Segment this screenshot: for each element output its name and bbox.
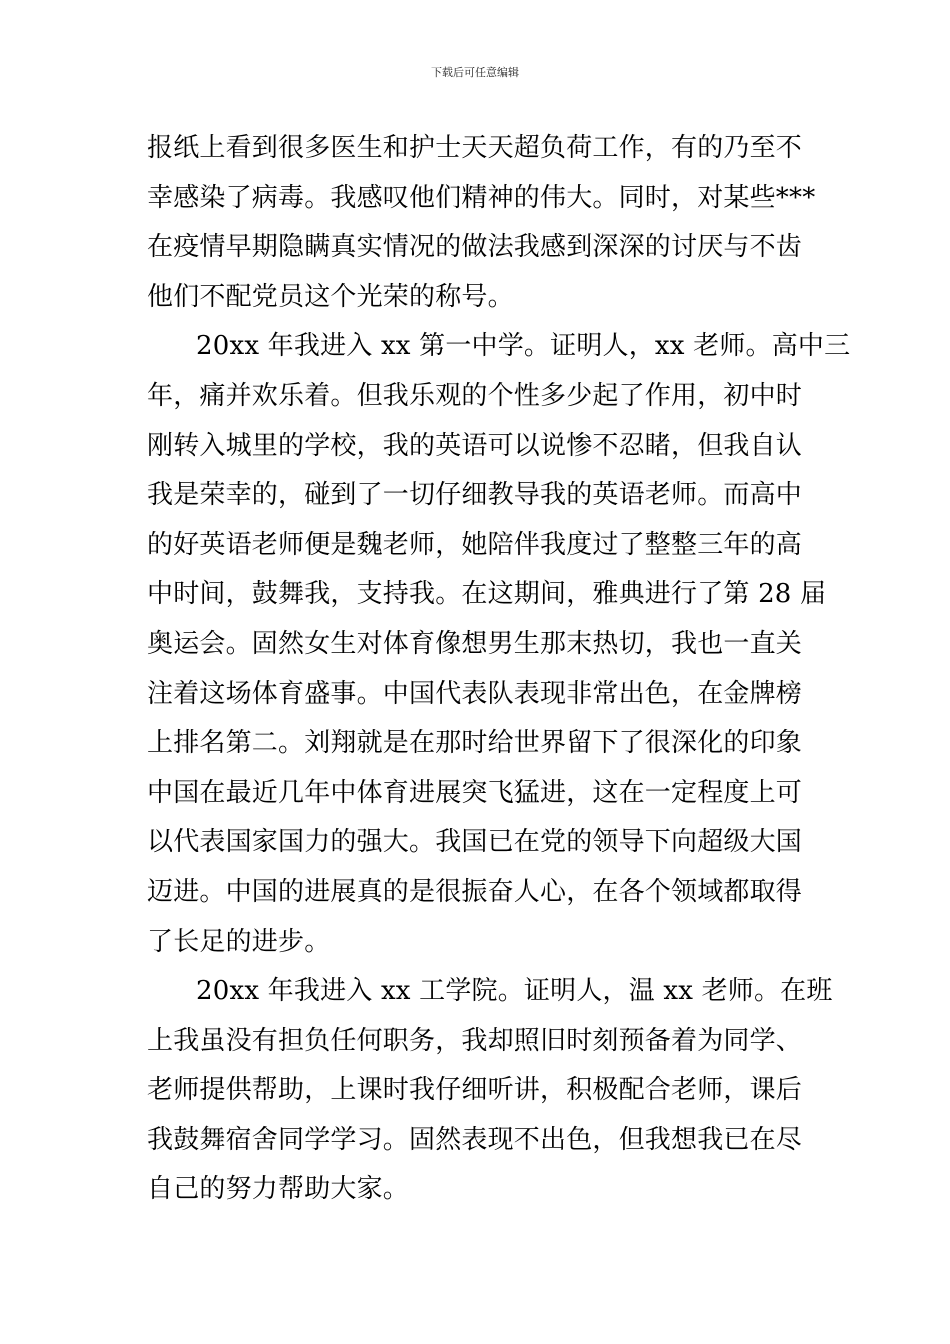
text-line: 的好英语老师便是魏老师，她陪伴我度过了整整三年的高 [147,529,803,560]
text-line: 以代表国家国力的强大。我国已在党的领导下向超级大国 [147,827,803,858]
text-line: 迈进。中国的进展真的是很振奋人心，在各个领域都取得 [147,876,803,907]
text-line: 幸感染了病毒。我感叹他们精神的伟大。同时，对某些*** [147,182,816,213]
text-line: 年，痛并欢乐着。但我乐观的个性多少起了作用，初中时 [147,380,803,411]
text-line: 奥运会。固然女生对体育像想男生那末热切，我也一直关 [147,628,803,659]
text-line: 报纸上看到很多医生和护士天天超负荷工作，有的乃至不 [147,133,803,163]
text-line: 在疫情早期隐瞒真实情况的做法我感到深深的讨厌与不齿 [147,232,803,263]
text-line: 我鼓舞宿舍同学学习。固然表现不出色，但我想我已在尽 [147,1124,803,1155]
document-body [147,124,851,1215]
paragraph-start-line: 20xx 年我进入 xx 工学院。证明人，温 xx 老师。在班 [196,976,833,1007]
text-line: 他们不配党员这个光荣的称号。 [147,281,514,312]
text-line: 上排名第二。刘翔就是在那时给世界留下了很深化的印象 [147,728,803,759]
paragraph-start-line: 20xx 年我进入 xx 第一中学。证明人，xx 老师。高中三 [196,331,851,362]
text-line: 自己的努力帮助大家。 [147,1174,410,1205]
text-line: 我是荣幸的，碰到了一切仔细教导我的英语老师。而高中 [147,480,803,511]
text-line: 上我虽没有担负任何职务，我却照旧时刻预备着为同学、 [147,1025,803,1056]
text-line: 了长足的进步。 [147,926,331,957]
text-line: 中国在最近几年中体育进展突飞猛进，这在一定程度上可 [147,777,803,808]
text-line: 刚转入城里的学校，我的英语可以说惨不忍睹，但我自认 [147,430,803,461]
text-line: 老师提供帮助，上课时我仔细听讲，积极配合老师，课后 [147,1075,803,1106]
text-line: 注着这场体育盛事。中国代表队表现非常出色，在金牌榜 [147,678,803,709]
page-header: 下载后可任意编辑 [431,66,519,79]
text-line: 中时间，鼓舞我，支持我。在这期间，雅典进行了第 28 届 [147,579,827,610]
